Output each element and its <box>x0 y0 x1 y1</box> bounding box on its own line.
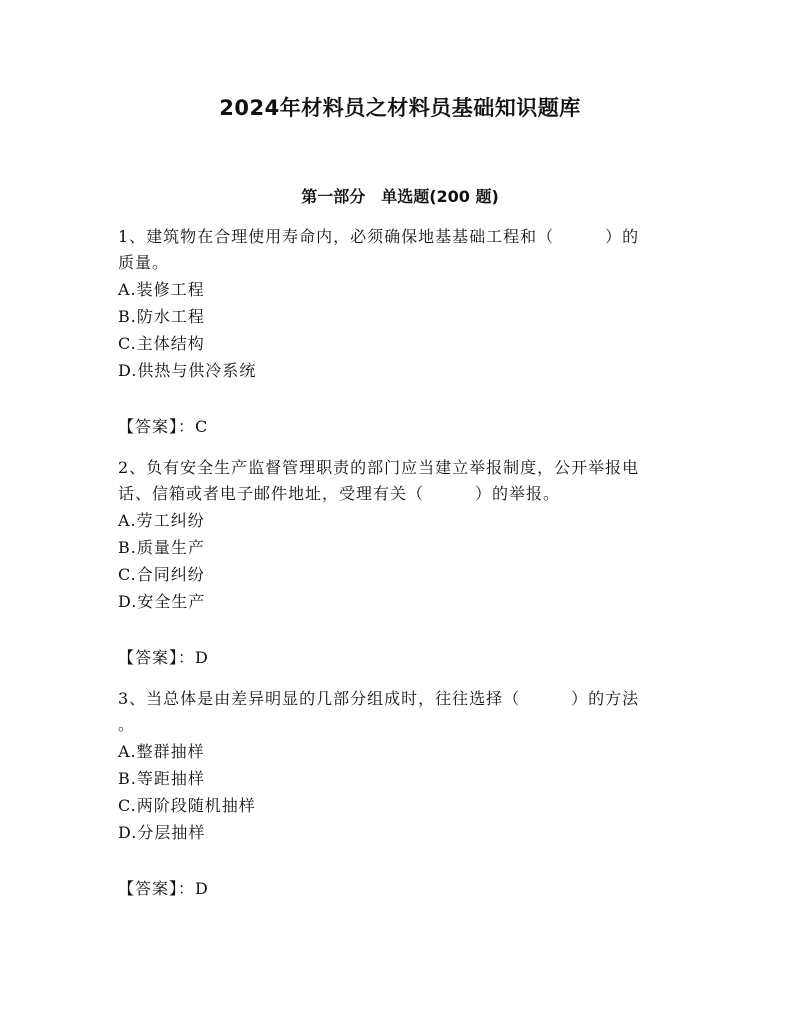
section-heading: 第一部分 单选题(200 题) <box>301 187 499 206</box>
answer-1 <box>118 414 208 440</box>
answer-1-label: 【答案】： <box>118 417 196 436</box>
question-1-option-c: C.主体结构 <box>118 334 205 353</box>
question-1-option-a: A.装修工程 <box>118 280 205 299</box>
question-3-option-b: B.等距抽样 <box>118 769 205 788</box>
question-3-line-1: 3、当总体是由差异明显的几部分组成时，往往选择（ ）的方法 <box>118 689 640 708</box>
question-2-option-a: A.劳工纠纷 <box>118 511 205 530</box>
answer-3 <box>118 876 209 902</box>
question-3-option-c: C.两阶段随机抽样 <box>118 796 256 815</box>
question-3-line-2: 。 <box>118 715 136 734</box>
question-2-line-2: 话、信箱或者电子邮件地址，受理有关（ ）的举报。 <box>118 484 561 503</box>
question-3-option-d: D.分层抽样 <box>118 823 206 842</box>
answer-2-value: D <box>195 648 209 667</box>
answer-1-value: C <box>195 417 209 436</box>
answer-3-value: D <box>195 879 209 898</box>
answer-2-label: 【答案】： <box>118 648 196 667</box>
question-2-option-c: C.合同纠纷 <box>118 565 205 584</box>
question-1-option-d: D.供热与供冷系统 <box>118 361 257 380</box>
question-2-option-d: D.安全生产 <box>118 592 206 611</box>
question-2-option-b: B.质量生产 <box>118 538 205 557</box>
question-1-option-b: B.防水工程 <box>118 307 205 326</box>
question-1 <box>118 224 684 384</box>
answer-2 <box>118 645 209 671</box>
answer-3-label: 【答案】： <box>118 879 196 898</box>
question-1-line-2: 质量。 <box>118 253 170 272</box>
question-3 <box>118 686 684 846</box>
question-2 <box>118 455 684 615</box>
question-1-line-1: 1、建筑物在合理使用寿命内，必须确保地基基础工程和（ ）的 <box>118 227 640 246</box>
question-2-line-1: 2、负有安全生产监督管理职责的部门应当建立举报制度，公开举报电 <box>118 458 640 477</box>
question-3-option-a: A.整群抽样 <box>118 742 205 761</box>
page-title: 2024年材料员之材料员基础知识题库 <box>219 96 581 120</box>
